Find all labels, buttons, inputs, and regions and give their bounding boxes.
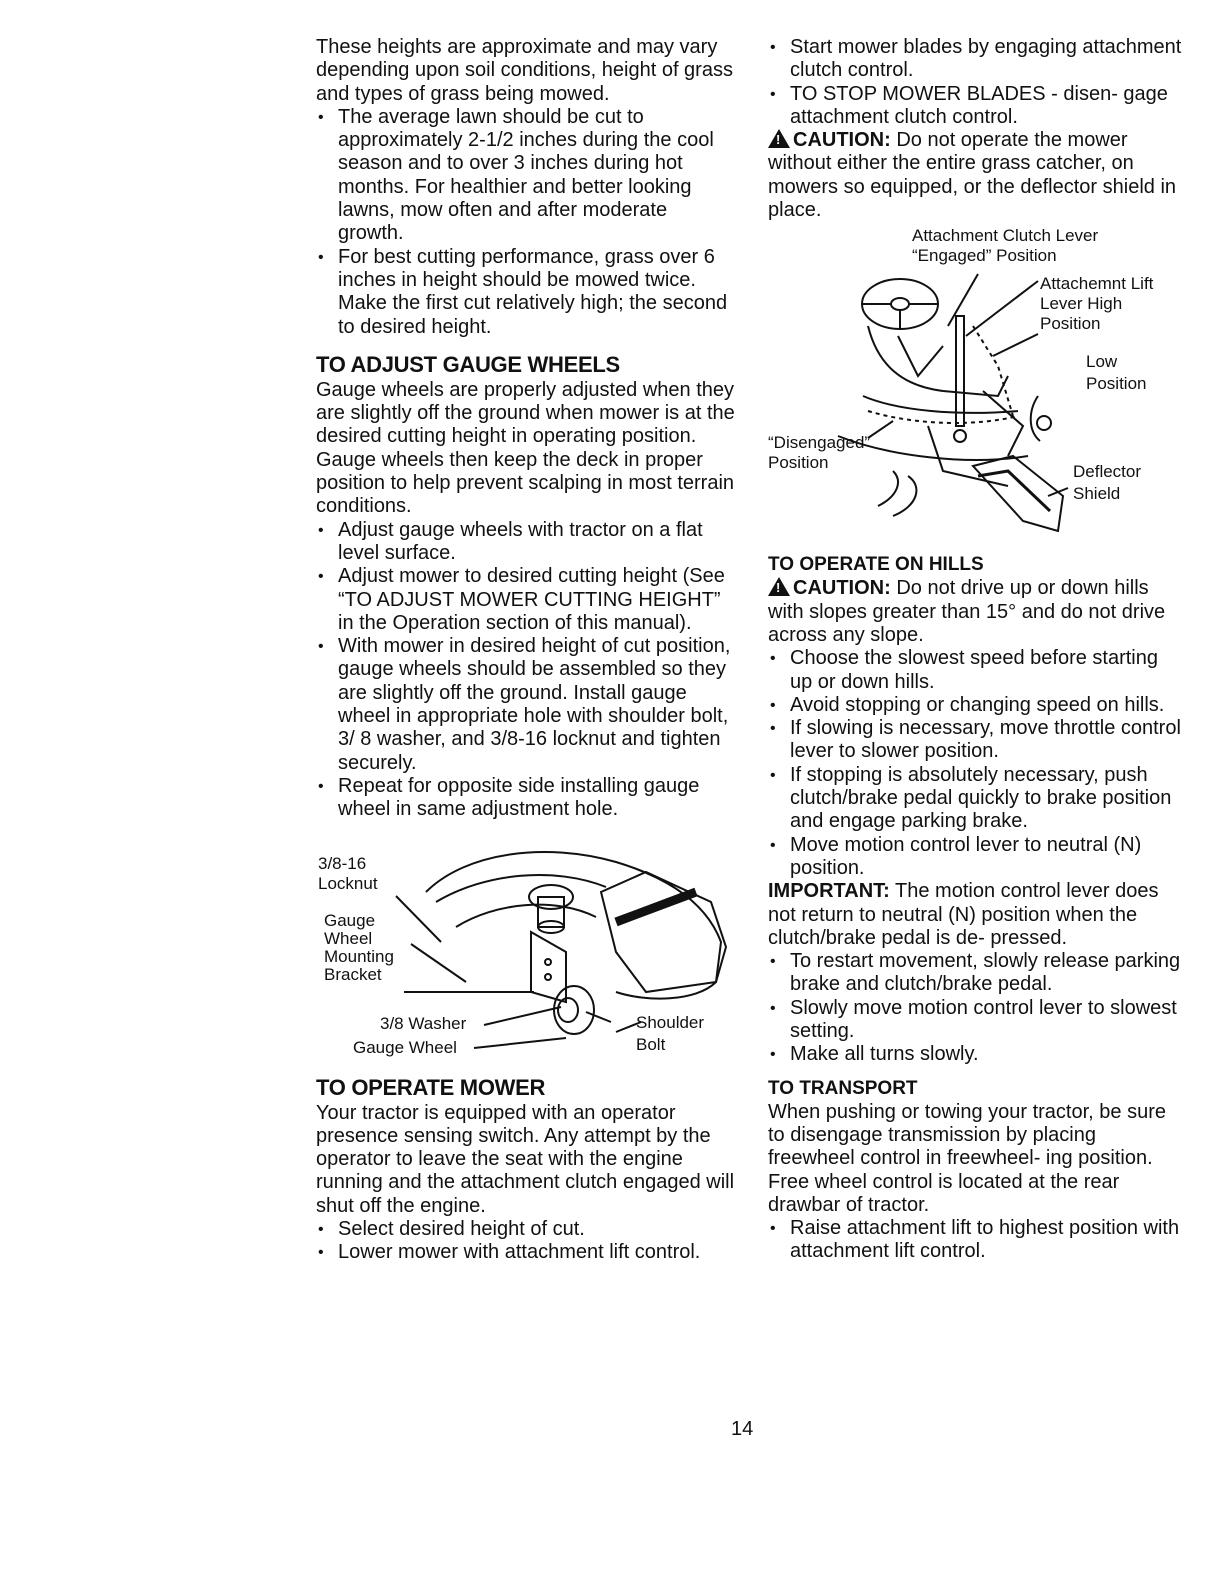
lift-low-label: Low Position <box>1086 352 1147 394</box>
list-item: • If stopping is absolutely necessary, push clutch/brake pedal quickly to brake position and engage parking brake. <box>768 764 1183 834</box>
gauge-wheels-heading: TO ADJUST GAUGE WHEELS <box>316 351 620 377</box>
transport-heading: TO TRANSPORT <box>768 1077 918 1099</box>
list-item: • Start mower blades by engaging attachment clutch control. <box>768 36 1183 83</box>
operate-mower-list <box>316 1218 736 1265</box>
page-number: 14 <box>731 1418 754 1440</box>
intro-paragraph: These heights are approximate and may vary depending upon soil conditions, height of grass and types of grass being mowed. <box>316 36 733 105</box>
list-item: • Adjust mower to desired cutting height (See “TO ADJUST MOWER CUTTING HEIGHT” in the Operation section of this manual). <box>316 565 736 635</box>
list-item: • Repeat for opposite side installing gauge wheel in same adjustment hole. <box>316 775 736 822</box>
caution-text: Do not operate the mower without either the entire grass catcher, on mowers so equipped, or the deflector shield in place. <box>768 129 1177 222</box>
transport-text: When pushing or towing your tractor, be sure to disengage transmission by placing freewheel control in freewheel- ing position. Free wheel control is located at the rear drawbar of tractor. <box>768 1100 1166 1216</box>
washer-label: 3/8 Washer <box>380 1013 467 1033</box>
clutch-engaged-label: Attachment Clutch Lever “Engaged” Position <box>912 226 1099 266</box>
hills-heading: TO OPERATE ON HILLS <box>768 554 984 576</box>
list-item: • TO STOP MOWER BLADES - disen- gage attachment clutch control. <box>768 83 1183 130</box>
deflector-label: Deflector Shield <box>1073 462 1142 504</box>
shoulder-bolt-label: Shoulder Bolt <box>636 1012 705 1054</box>
list-item: • Choose the slowest speed before starting up or down hills. <box>768 647 1183 694</box>
blade-control-list <box>768 36 1183 129</box>
list-item: • The average lawn should be cut to approximately 2-1/2 inches during the cool season and to over 3 inches during hot months. For healthier and better looking lawns, mow often and after moderate growth. <box>316 106 736 246</box>
hills-list <box>768 647 1183 880</box>
operate-mower-heading: TO OPERATE MOWER <box>316 1074 546 1100</box>
list-item: • Lower mower with attachment lift control. <box>316 1241 736 1264</box>
important-note <box>768 880 1183 950</box>
operate-mower-text: Your tractor is equipped with an operator presence sensing switch. Any attempt by the operator to leave the seat with the engine running and the attachment clutch engaged will shut off the engine. <box>316 1101 735 1217</box>
gauge-wheel-label: Gauge Wheel <box>353 1037 457 1057</box>
disengaged-label: “Disengaged” Position <box>768 433 871 473</box>
caution-text: Do not drive up or down hills with slopes greater than 15° and do not drive across any slope. <box>768 577 1166 646</box>
right-column <box>768 36 1183 1264</box>
gauge-wheels-text: Gauge wheels are properly adjusted when they are slightly off the ground when mower is at the desired cutting height in operating position. Gauge wheels then keep the deck in proper position to help prevent scalping in most terrain conditions. <box>316 378 735 518</box>
list-item: • If slowing is necessary, move throttle control lever to slower position. <box>768 717 1183 764</box>
mowing-tips-list <box>316 106 736 339</box>
warning-triangle-icon <box>768 577 790 596</box>
list-item: • Raise attachment lift to highest position with attachment lift control. <box>768 1217 1183 1264</box>
warning-triangle-icon <box>768 129 790 148</box>
list-item: • Avoid stopping or changing speed on hills. <box>768 694 1183 717</box>
list-item: • Slowly move motion control lever to slowest setting. <box>768 997 1183 1044</box>
caution-label: CAUTION: <box>793 577 891 600</box>
bracket-label: Gauge Wheel Mounting Bracket <box>324 910 394 984</box>
hills-caution <box>768 577 1183 647</box>
gauge-wheel-figure <box>316 832 736 1064</box>
lift-high-label: Attachemnt Lift Lever High Position <box>1040 274 1154 334</box>
caution-paragraph <box>768 129 1183 222</box>
left-column <box>316 36 736 1265</box>
list-item: • Adjust gauge wheels with tractor on a flat level surface. <box>316 519 736 566</box>
locknut-label: 3/8-16 Locknut <box>318 853 378 893</box>
clutch-lever-figure <box>768 226 1183 546</box>
list-item: • With mower in desired height of cut position, gauge wheels should be assembled so they are slightly off the ground. Install gauge wheel in appropriate hole with shoulder bolt, 3/ 8 washer, and 3/8-16 locknut and tighten securely. <box>316 635 736 775</box>
list-item: • For best cutting performance, grass over 6 inches in height should be mowed twice. Make the first cut relatively high; the second to desired height. <box>316 246 736 339</box>
caution-label: CAUTION: <box>793 129 891 152</box>
important-label: IMPORTANT: <box>768 880 890 903</box>
restart-list <box>768 950 1183 1066</box>
list-item: • To restart movement, slowly release parking brake and clutch/brake pedal. <box>768 950 1183 997</box>
list-item: • Make all turns slowly. <box>768 1043 1183 1066</box>
list-item: • Select desired height of cut. <box>316 1218 736 1241</box>
transport-list <box>768 1217 1183 1264</box>
important-text: The motion control lever does not return to neutral (N) position when the clutch/brake pedal is de- pressed. <box>768 880 1159 949</box>
list-item: • Move motion control lever to neutral (N) position. <box>768 834 1183 881</box>
gauge-wheels-list <box>316 519 736 822</box>
